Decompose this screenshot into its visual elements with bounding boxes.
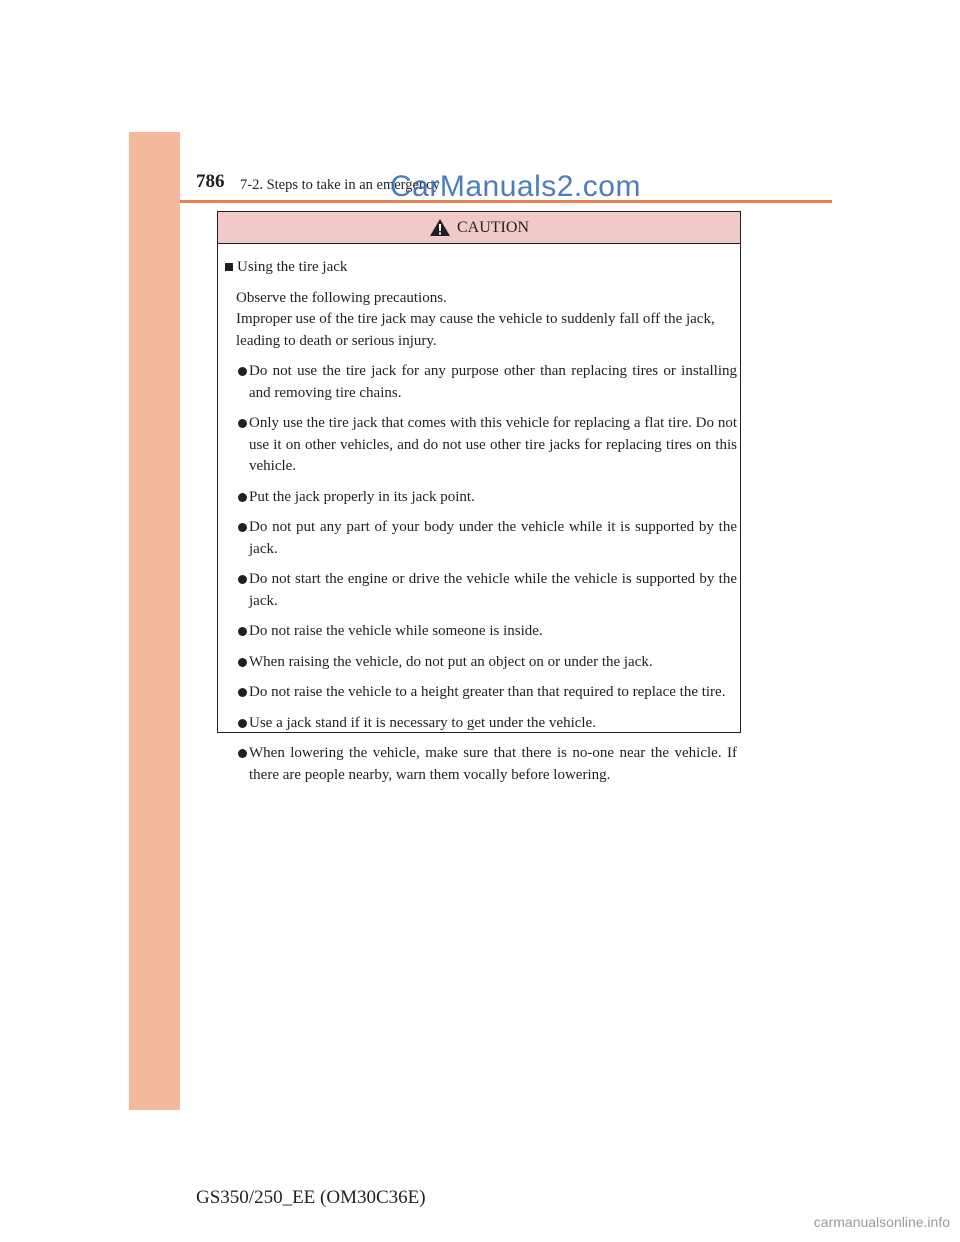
- list-item: [224, 517, 737, 560]
- bullet-dot-icon: [238, 658, 247, 667]
- intro-line: Observe the following precautions.: [236, 289, 447, 306]
- warning-triangle-icon: [429, 218, 451, 237]
- page-number: 786: [196, 171, 225, 192]
- list-item: [224, 361, 737, 404]
- chapter-side-band: [129, 132, 180, 1110]
- caution-subheading-text: Using the tire jack: [237, 259, 348, 275]
- bullet-dot-icon: [238, 367, 247, 376]
- list-item-text: Do not raise the vehicle while someone is inside.: [249, 623, 543, 639]
- list-item: [224, 487, 737, 509]
- list-item-text: When raising the vehicle, do not put an object on or under the jack.: [249, 653, 653, 670]
- bullet-dot-icon: [238, 688, 247, 697]
- footer-model-code: GS350/250_EE (OM30C36E): [196, 1187, 426, 1208]
- section-title: 7-2. Steps to take in an emergency: [240, 177, 440, 193]
- bullet-dot-icon: [238, 493, 247, 502]
- bullet-dot-icon: [238, 575, 247, 584]
- caution-subheading: [224, 257, 737, 279]
- list-item-text: Do not use the tire jack for any purpose other than replacing tires or installing and removing tire chains.: [249, 363, 737, 401]
- list-item: [224, 713, 737, 735]
- caution-body: [218, 244, 740, 786]
- precaution-list: [224, 361, 737, 786]
- square-bullet-icon: [225, 263, 233, 271]
- list-item-text: When lowering the vehicle, make sure that there is no-one near the vehicle. If there are people nearby, warn them vocally before lowering.: [249, 745, 737, 783]
- caution-header: [218, 212, 740, 244]
- bullet-dot-icon: [238, 419, 247, 428]
- list-item-text: Do not put any part of your body under the vehicle while it is supported by the jack.: [249, 519, 737, 557]
- bullet-dot-icon: [238, 523, 247, 532]
- list-item: [224, 652, 737, 674]
- list-item-text: Use a jack stand if it is necessary to get under the vehicle.: [249, 714, 596, 731]
- bullet-dot-icon: [238, 719, 247, 728]
- watermark-logo: CarManuals2.com: [390, 170, 641, 203]
- list-item-text: Do not start the engine or drive the vehicle while the vehicle is supported by the jack.: [249, 571, 737, 609]
- list-item-text: Only use the tire jack that comes with this vehicle for replacing a flat tire. Do not use it on other vehicles, and do not use other tire jacks for replacing tires on this vehicle.: [249, 415, 737, 474]
- list-item: [224, 743, 737, 786]
- list-item: [224, 413, 737, 478]
- list-item: [224, 569, 737, 612]
- list-item: [224, 682, 737, 704]
- intro-line: Improper use of the tire jack may cause the vehicle to suddenly fall off the jack, leading to death or serious injury.: [236, 311, 715, 349]
- caution-box: [217, 211, 741, 783]
- bullet-dot-icon: [238, 627, 247, 636]
- caution-intro: [224, 288, 737, 353]
- list-item-text: Do not raise the vehicle to a height greater than that required to replace the tire.: [249, 684, 726, 700]
- footer-site-link[interactable]: carmanualsonline.info: [813, 1214, 950, 1230]
- bullet-dot-icon: [238, 749, 247, 758]
- caution-label: CAUTION: [457, 218, 529, 236]
- list-item: [224, 621, 737, 643]
- list-item-text: Put the jack properly in its jack point.: [249, 488, 475, 505]
